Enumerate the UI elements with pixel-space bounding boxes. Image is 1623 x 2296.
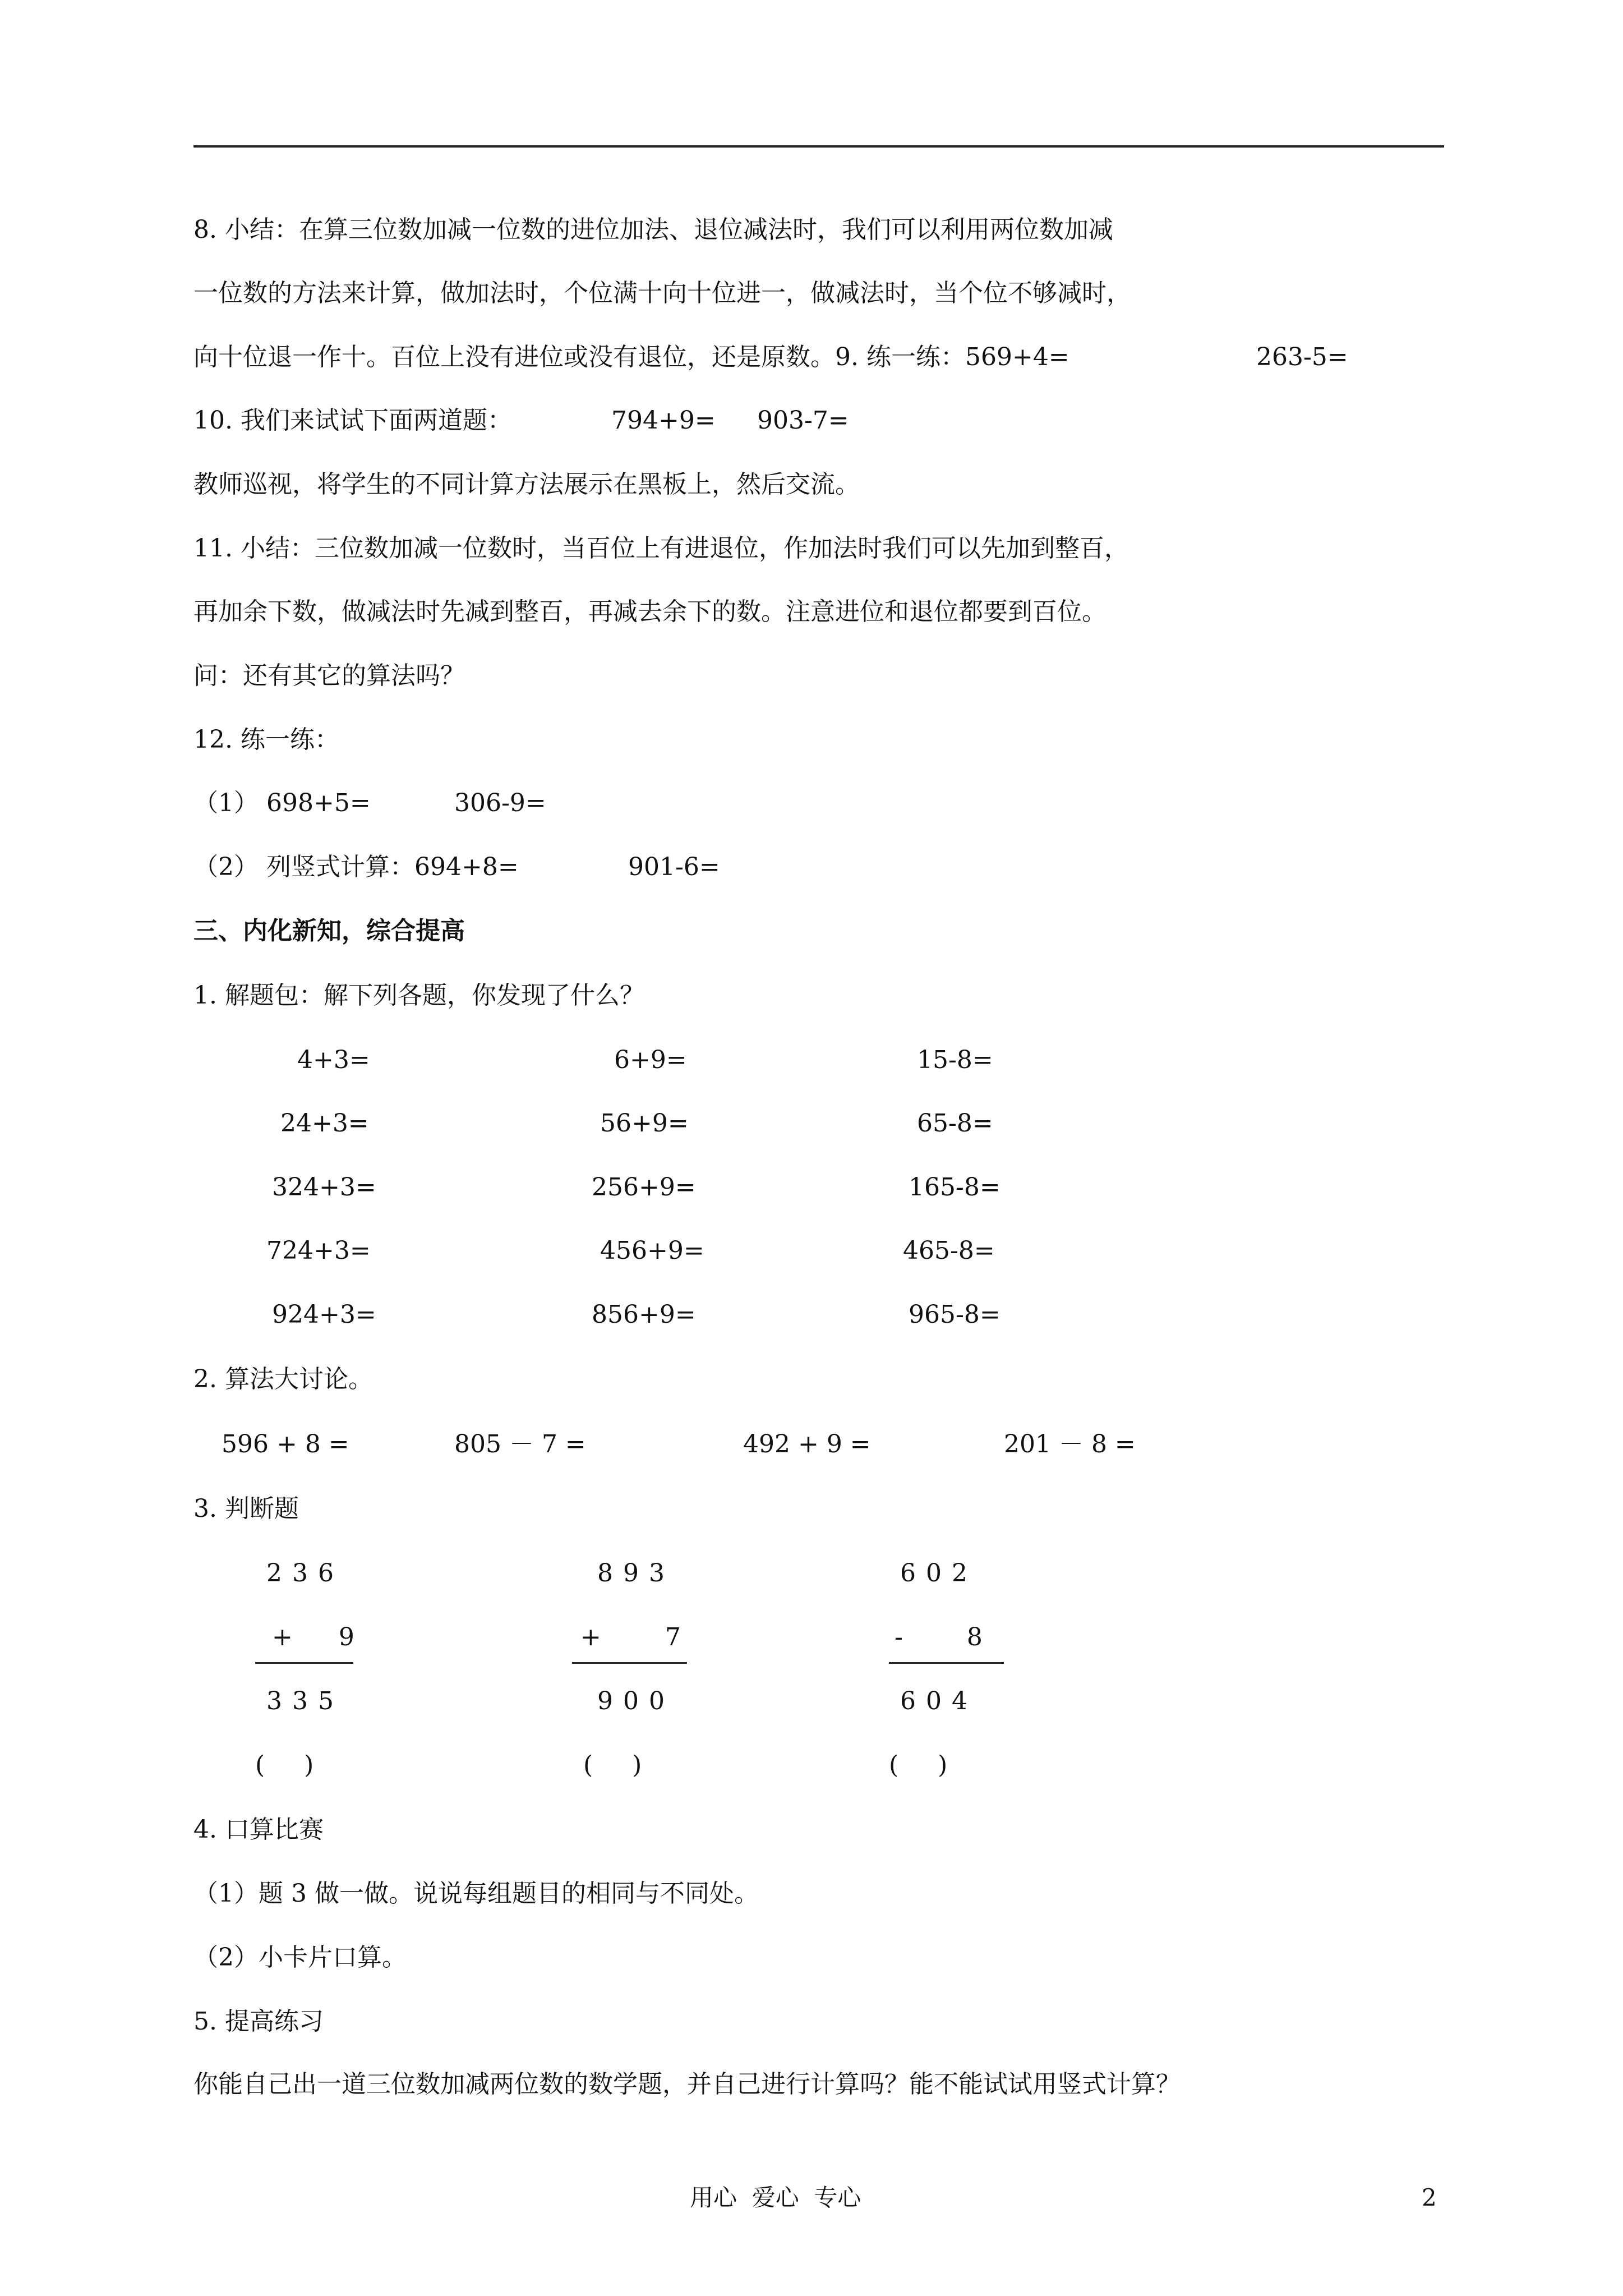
item-4: 4. 口算比赛	[193, 1815, 324, 1844]
item-3: 3. 判断题	[193, 1494, 299, 1523]
discussion-1: 805 － 7 =	[454, 1430, 586, 1458]
ps-col1-1: 24+3=	[280, 1109, 369, 1138]
item-1: 1. 解题包：解下列各题，你发现了什么？	[193, 981, 644, 1010]
ps-col1-3: 724+3=	[266, 1236, 371, 1265]
ps-col2-0: 6+9=	[614, 1046, 687, 1074]
vp1-result: 335	[266, 1687, 344, 1715]
practice-12-2-b: 901-6=	[628, 853, 720, 881]
practice-12: 12. 练一练：	[193, 725, 339, 754]
discussion-2: 492 + 9 =	[743, 1430, 871, 1458]
item-10-eq1: 794+9=	[611, 406, 716, 435]
item-10: 10. 我们来试试下面两道题：	[193, 406, 512, 435]
practice-12-1-b: 306-9=	[454, 789, 546, 817]
question: 问：还有其它的算法吗？	[193, 661, 465, 690]
item-2: 2. 算法大讨论。	[193, 1365, 373, 1393]
vp1-top: 236	[266, 1559, 344, 1588]
footer-motto: 用心 爱心 专心	[690, 2184, 861, 2211]
vp1-op: + 9	[272, 1623, 365, 1651]
summary-8-cont: 一位数的方法来计算，做加法时，个位满十向十位进一，做减法时，当个位不够减时，	[193, 279, 1131, 307]
item-4-1: （1）题 3 做一做。说说每组题目的相同与不同处。	[193, 1879, 759, 1908]
teacher-note: 教师巡视，将学生的不同计算方法展示在黑板上，然后交流。	[193, 470, 860, 499]
vp2-result: 900	[597, 1687, 675, 1715]
section-heading: 三、内化新知，综合提高	[193, 917, 465, 945]
item-5-text: 你能自己出一道三位数加减两位数的数学题，并自己进行计算吗？能不能试试用竖式计算？	[193, 2070, 1181, 2099]
ps-col3-3: 465-8=	[903, 1236, 995, 1265]
vp3-answer-box: ( )	[889, 1751, 948, 1779]
ps-col1-2: 324+3=	[272, 1173, 376, 1202]
ps-col2-1: 56+9=	[600, 1109, 689, 1138]
ps-col1-0: 4+3=	[297, 1046, 370, 1074]
item-10-eq2: 903-7=	[757, 406, 849, 435]
vp2-answer-box: ( )	[583, 1751, 642, 1779]
ps-col3-0: 15-8=	[917, 1046, 993, 1074]
ps-col2-2: 256+9=	[592, 1173, 696, 1202]
vp1-rule	[255, 1662, 353, 1664]
summary-11: 11. 小结：三位数加减一位数时，当百位上有进退位，作加法时我们可以先加到整百，	[193, 534, 1129, 563]
discussion-0: 596 + 8 =	[222, 1430, 349, 1458]
vp2-rule	[572, 1662, 687, 1664]
summary-8: 8. 小结：在算三位数加减一位数的进位加法、退位减法时，我们可以利用两位数加减	[193, 215, 1113, 244]
practice-12-2: （2） 列竖式计算：694+8=	[193, 853, 519, 881]
vp3-top: 602	[900, 1559, 978, 1588]
item-5: 5. 提高练习	[193, 2007, 324, 2036]
practice-12-1: （1） 698+5=	[193, 789, 371, 817]
summary-8-cont2: 向十位退一作十。百位上没有进位或没有退位，还是原数。9. 练一练：569+4=	[193, 343, 1069, 371]
item-4-2: （2）小卡片口算。	[193, 1943, 407, 1972]
ps-col3-2: 165-8=	[909, 1173, 1000, 1202]
vp2-op: + 7	[580, 1623, 691, 1651]
ps-col2-3: 456+9=	[600, 1236, 704, 1265]
vp2-top: 893	[597, 1559, 675, 1588]
vp1-answer-box: ( )	[255, 1751, 314, 1779]
vp3-result: 604	[900, 1687, 978, 1715]
header-rule	[193, 145, 1444, 148]
vp3-op: - 8	[895, 1623, 993, 1651]
summary-11-cont: 再加余下数，做减法时先减到整百，再减去余下的数。注意进位和退位都要到百位。	[193, 597, 1106, 626]
ps-col1-4: 924+3=	[272, 1300, 376, 1329]
ps-col2-4: 856+9=	[592, 1300, 696, 1329]
vp3-rule	[889, 1662, 1004, 1664]
practice-9-b: 263-5=	[1256, 343, 1348, 371]
page-number: 2	[1422, 2184, 1437, 2211]
ps-col3-1: 65-8=	[917, 1109, 993, 1138]
discussion-3: 201 － 8 =	[1004, 1430, 1136, 1458]
ps-col3-4: 965-8=	[909, 1300, 1000, 1329]
